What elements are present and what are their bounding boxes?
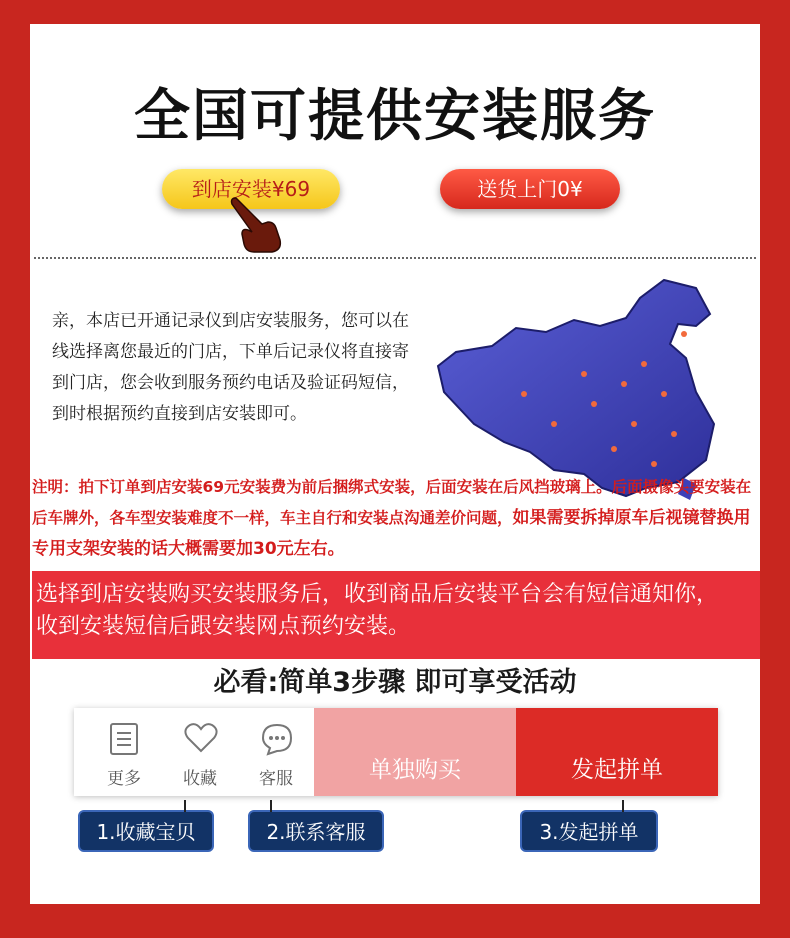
- favorite-button[interactable]: [170, 708, 230, 796]
- page-title: 全国可提供安装服务: [134, 84, 656, 149]
- home-delivery-option[interactable]: 送货上门0¥: [440, 169, 620, 209]
- notice-banner: [32, 571, 760, 659]
- store-install-option[interactable]: 到店安装¥69: [162, 169, 340, 209]
- steps-title: 必看:简单3步骤 即可享受活动: [213, 667, 577, 698]
- customer-service-button[interactable]: [246, 708, 306, 796]
- install-note-text: 注明：拍下订单到店安装69元安装费为前后捆绑式安装，后面安装在后风挡玻璃上。后面摄像头要安装在后车牌外，各车型安装难度不一样，车主自行和安装点沟通差价问题，: [32, 478, 752, 527]
- start-group-buy-button[interactable]: 发起拼单: [516, 708, 718, 796]
- buy-single-button[interactable]: 单独购买: [314, 708, 516, 796]
- purchase-bar: [74, 708, 718, 796]
- heart-icon: [184, 722, 218, 754]
- content-card: [30, 24, 760, 904]
- pointing-hand-icon: [228, 194, 288, 254]
- step-2-tag: 2.联系客服: [248, 810, 384, 852]
- chat-bubble-icon: [260, 722, 294, 756]
- install-note: [32, 472, 758, 565]
- favorite-label: 收藏: [183, 769, 217, 789]
- china-map-image: [434, 274, 734, 504]
- more-label: 更多: [107, 769, 141, 789]
- more-icon: [108, 722, 140, 756]
- customer-service-label: 客服: [259, 769, 293, 789]
- intro-text: 亲，本店已开通记录仪到店安装服务，您可以在线选择离您最近的门店，下单后记录仪将直接寄到门店，您会收到服务预约电话及验证码短信，到时根据预约直接到店安装即可。: [52, 311, 409, 424]
- dotted-divider: [34, 257, 756, 259]
- step-3-tag: 3.发起拼单: [520, 810, 658, 852]
- step-1-tag: 1.收藏宝贝: [78, 810, 214, 852]
- notice-line-2: 收到安装短信后跟安装网点预约安装。: [36, 614, 411, 639]
- notice-line-1: 选择到店安装购买安装服务后，收到商品后安装平台会有短信通知你，: [36, 582, 719, 607]
- install-note-emphasis: 如果需要拆掉原车后视镜替换用专用支架安装的话大概需要加30元左右。: [32, 508, 751, 559]
- more-button[interactable]: [94, 708, 154, 796]
